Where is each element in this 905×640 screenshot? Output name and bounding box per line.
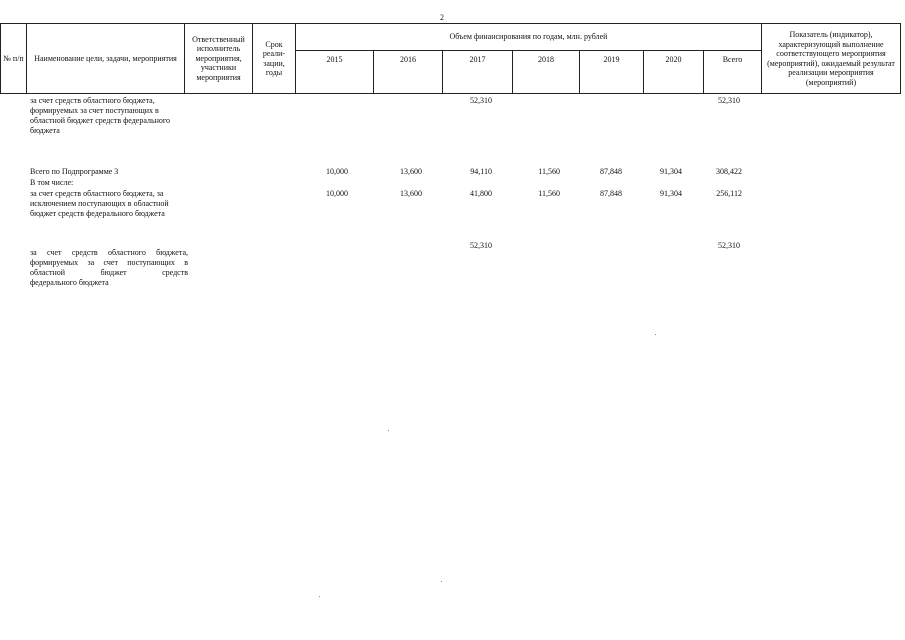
cell-value: 87,848 — [600, 167, 622, 176]
header-year: 2017 — [443, 51, 513, 94]
header-name-column: Наименование цели, задачи, мероприятия — [27, 24, 185, 94]
header-term-column: Срок реали-зации, годы — [253, 24, 296, 94]
cell-value: 11,560 — [538, 189, 560, 198]
header-year: 2018 — [513, 51, 580, 94]
cell-value: 13,600 — [400, 167, 422, 176]
row-label-line: областной бюджет средств — [30, 268, 188, 277]
row-label-line: формируемых за счет поступающих в — [30, 258, 188, 267]
row-label — [30, 248, 188, 288]
cell-value: 52,310 — [470, 96, 492, 105]
cell-value: 94,110 — [470, 167, 492, 176]
header-year: 2015 — [296, 51, 374, 94]
cell-value: 87,848 — [600, 189, 622, 198]
cell-value: 91,304 — [660, 189, 682, 198]
scan-speck — [388, 430, 389, 431]
row-label-line: за счет средств областного бюджета, — [30, 248, 188, 257]
scan-speck — [655, 334, 656, 335]
cell-value: 52,310 — [470, 241, 492, 250]
scan-speck — [441, 581, 442, 582]
header-funding-column: Объем финансирования по годам, млн. рублей — [296, 24, 762, 51]
row-label: Всего по Подпрограмме 3 — [30, 167, 119, 176]
cell-value: 308,422 — [716, 167, 742, 176]
row-label: за счет средств областного бюджета, за исключением поступающих в областной бюджет средств федерального бюджета — [30, 189, 169, 218]
scan-speck — [319, 596, 320, 597]
cell-value: 10,000 — [326, 167, 348, 176]
cell-value: 52,310 — [718, 241, 740, 250]
cell-value: 52,310 — [718, 96, 740, 105]
row-label: В том числе: — [30, 178, 74, 187]
header-responsible-column: Ответственный исполнитель мероприятия, участники мероприятия — [185, 24, 253, 94]
header-number-column: № п/п — [1, 24, 27, 94]
row-label-line: федерального бюджета — [30, 278, 109, 287]
table-header — [0, 23, 901, 94]
header-year: 2019 — [580, 51, 644, 94]
header-year: 2020 — [644, 51, 704, 94]
cell-value: 41,800 — [470, 189, 492, 198]
cell-value: 10,000 — [326, 189, 348, 198]
page-number: 2 — [440, 13, 444, 22]
cell-value: 13,600 — [400, 189, 422, 198]
header-total: Всего — [704, 51, 762, 94]
cell-value: 11,560 — [538, 167, 560, 176]
row-label: за счет средств областного бюджета, формируемых за счет поступающих в областной бюджет средств федерального бюджета — [30, 96, 170, 135]
cell-value: 256,112 — [716, 189, 742, 198]
header-indicator-column: Показатель (индикатор), характеризующий выполнение соответствующего мероприятия (мероприятий), ожидаемый результат реализации мероприятия (мероприятий) — [762, 24, 901, 94]
header-year: 2016 — [374, 51, 443, 94]
cell-value: 91,304 — [660, 167, 682, 176]
